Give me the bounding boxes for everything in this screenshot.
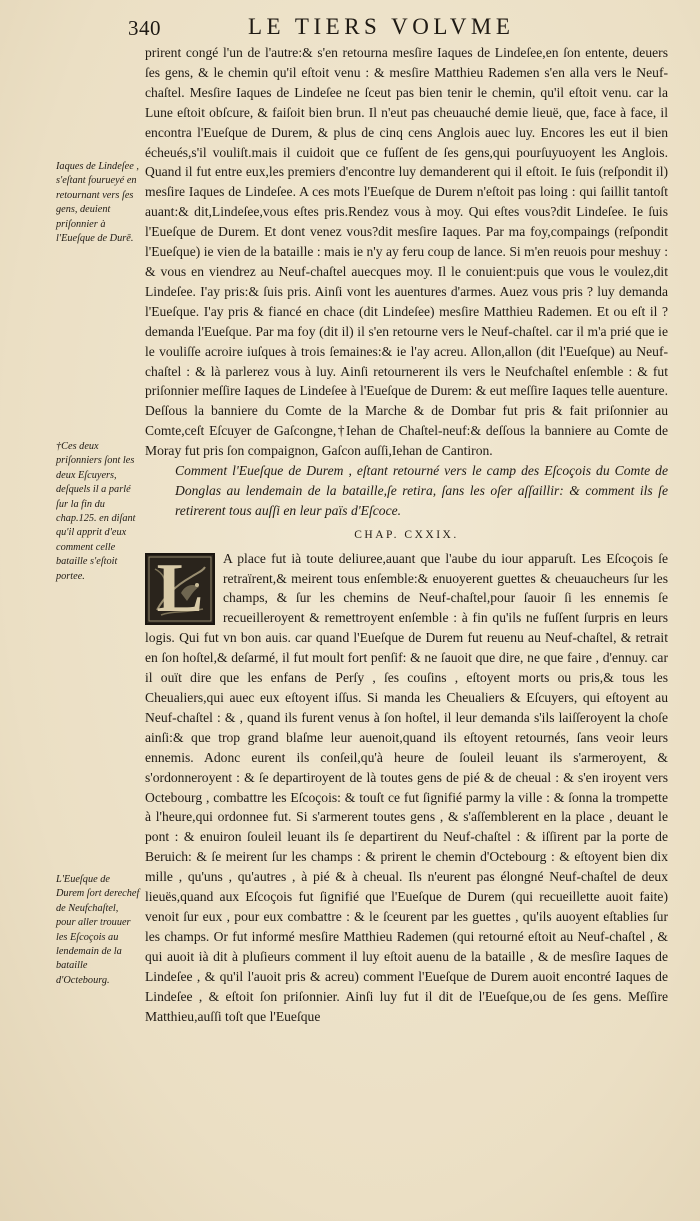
margin-note-2: †Ces deux priſonniers ſont les deux Eſcuyers, deſquels il a parlé ſur la fin du chap.125. en diſant qu'il apprit d'eux comment celle bataille s'eſtoit portee. (56, 441, 136, 582)
dropcap-letter: L (156, 552, 204, 625)
decorated-initial (145, 553, 215, 625)
paragraph-2-text: A place fut ià toute deliuree,auant que l'aube du iour apparuſt. Les Eſcoçois ſe retraïrent,& meirent tous enſemble:& enuoyerent guettes & cheuaucheurs ſur les champs, & ſur les chemins de Neuf-chaſtel,pour ſauoir ſi les ennemis ſe recueilleroyent & remettroyent enſemble : à fin qu'ils ne fuſſent ſurpris en leurs logis. Qui fut vn bon auis. car quand l'Eueſque de Durem fut reuenu au Neuf-chaſtel, & retrait en ſon hoſtel,& deſarmé, il fut moult fort penſif: & ne ſauoit que dire, ne que faire , d'ennuy. car il ouït dire que les enfans de Perſy , ſes couſins , eſtoyent morts ou pris,& tous les Cheualiers,qui auec eux eſtoyent iſſus. Si manda les Cheualiers & Eſcuyers, qui eſtoyent au Neuf-chaſtel : & , quand ils furent venus à ſon hoſtel, il leur demanda s'ils laiſſeroyent la choſe ainſi:& que trop grand blaſme leur auenoit,quand ils eſtoyent retournés, ſans veoir leurs ennemis. Adonc eurent ils conſeil,qu'à heure de ſouleil leuant ils s'armeroyent, & s'ordonneroyent : & ſe departiroyent de là toutes gens de pié & de cheual : & s'en iroyent vers Octebourg , combattre les Eſcoçois: & touſt ce fut ſignifié parmy la ville : & ſonna la trompette à l'heure,qui ordonnee fut. Si s'armerent toutes gens , & s'aſſemblerent en la place , deuant le pont : & enuiron ſouleil leuant ils ſe departirent du Neuf-chaſtel : & iſſirent par la porte de Beruich: & ſe meirent ſur les champs : & prirent le chemin d'Octebourg : & eſtoyent bien dix mille , qu'uns , qu'autres , à pié & à cheual. Ils n'eurent pas élongné Neuf-chaſtel de deux lieuës,quand aux Eſcoçois fut ſignifié que l'Eueſque de Durem (qui recueillette auoit faite) venoit ſur eux , pour eux combattre : & le ſceurent par les guettes , qu'ils auoyent eſtablies ſur les champs. Or fut informé mesſire Matthieu Rademen (qui retourné eſtoit au Neuf-chaſtel , & qui auoit ià dit à pluſieurs comment il luy eſtoit auenu de la bataille , & de mesſire Iaques de Lindeſee , & qu'il l'auoit pris & acreu) comment l'Eueſque de Durem auoit encontré Iaques de Lindeſee , & eſtoit ſon priſonnier. Ainſi luy fut il dit de l'Eueſque,ou de ſes gens. Meſſire Matthieu,auſſi toſt que l'Eueſque (145, 550, 668, 1024)
running-title: LE TIERS VOLVME (248, 14, 515, 39)
chapter-number: CHAP. CXXIX. (354, 528, 459, 541)
main-text-column (145, 43, 668, 1026)
page-number: 340 (128, 16, 161, 40)
margin-note-1: Iaques de Lindeſee , s'eſtant fourueyé en retournant vers ſes gens, deuient priſonnier à l'Eueſque de Durē. (56, 161, 139, 245)
paragraph-1: prirent congé l'un de l'autre:& s'en retourna mesſire Iaques de Lindeſee,en ſon entente, deuers ſes gens, & le chemin qu'il eſtoit venu : & mesſire Matthieu Rademen s'en alla vers le Neuf-chaſtel. Mesſire Iaques de Lindeſee ne ſceut pas bien tenir le chemin, qu'il eſtoit venu. car la Lune eſtoit obſcure, & faiſoit bien brun. Il n'eut pas cheuauché demie lieuë, que, face à face, il encontra l'Eueſque de Durem, & plus de cinq cens Anglois auec luy. Encores les eut il bien écheués,s'il vouliſt.mais il cuidoit que ce fuſſent de ſes gens,qui pourſuyuoyent les Anglois. Quand il fut entre eux,les premiers d'encontre luy demanderent qui il eſtoit. Ie ſuis (reſpondit il) mesſire Iaques de Lindeſee. A ces mots l'Eueſque de Durem n'eſtoit pas loing : qui ſaillit tantoſt auant:& dit,Lindeſee,vous eſtes pris.Rendez vous à moy. Qui eſtes vous?dit Lindeſee. Ie ſuis l'Eueſque de Durem. Et dont venez vous?dit mesſire Iaques. Par ma foy,compaings (reſpondit l'Eueſque) ie vien de la bataille : mais ie n'y ay feru coup de lance. Si m'en reuois pour meshuy : & vous en viendrez au Neuf-chaſtel auecques moy. Il le conuient:puis que vous le voulez,dit Lindeſee. I'ay pris:& ſuis pris. Ainſi vont les auentures d'armes. Auez vous pris ? luy demanda l'Eueſque. I'ay pris & fiancé en chace (dit Lindeſee) mesſire Matthieu Rademen. Et ou eſt il ? demanda l'Eueſque. Par ma foy (dit il) il s'en retourne vers le Neuf-chaſtel. car il m'a prié que ie le vouliſſe acroire iuſques à trois ſemaines:& ie l'ay acreu. Allon,allon (dit l'Eueſque) au Neuf-chaſtel : & là parlerez vous à luy. Ainſi retournerent ils vers le Neufchaſtel enſemble : & fut priſonnier meſſire Iaques de Lindeſee à l'Eueſque de Durem: & eut meſſire Iaques telle auenture. Deſſous la banniere du Comte de la Marche & de Dombar fut pris & fait priſonnier au Comte,ceſt Eſcuyer de Gaſcongne,†Iehan de Chaſtel-neuf:& deſſous la banniere au Comte de Moray fut pris ſon compaignon, Gaſcon auſſi,Iehan de Cantiron. (145, 45, 668, 459)
chapter-heading: Comment l'Eueſque de Durem , eſtant retourné vers le camp des Eſcoçois du Comte de Donglas au lendemain de la bataille,ſe retira, ſans les oſer aſſaillir: & comment ils ſe retirerent tous auſſi en leur païs d'Eſcoce. (175, 463, 668, 518)
margin-note-3: L'Eueſque de Durem ſort derechef de Neufchaſtel, pour aller trouuer les Eſcoçois au lendemain de la bataille d'Octebourg. (56, 874, 140, 986)
page-header (128, 14, 668, 40)
paragraph-2 (145, 549, 668, 1027)
